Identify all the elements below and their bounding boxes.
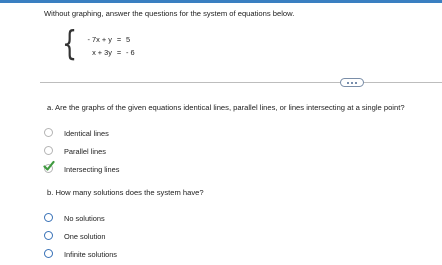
radio-button[interactable] xyxy=(44,249,53,258)
problem-prompt: Without graphing, answer the questions for the system of equations below. xyxy=(44,9,295,18)
ellipsis-dot-icon xyxy=(347,82,349,84)
equation-1-lhs: - 7x + y xyxy=(87,35,112,44)
section-divider xyxy=(40,82,442,83)
equation-2-lhs: x + 3y xyxy=(92,48,112,57)
radio-button[interactable] xyxy=(44,231,53,240)
question-b: b. How many solutions does the system have? xyxy=(47,188,204,197)
top-accent-bar xyxy=(0,0,442,3)
equation-1-rhs: 5 xyxy=(126,35,131,44)
option-label: No solutions xyxy=(64,214,105,223)
ellipsis-dot-icon xyxy=(351,82,353,84)
option-label: Infinite solutions xyxy=(64,250,117,259)
equation-2-rhs: - 6 xyxy=(126,48,135,57)
equation-2-equals: = xyxy=(116,48,122,57)
option-label: Identical lines xyxy=(64,129,109,138)
question-a: a. Are the graphs of the given equations identical lines, parallel lines, or lines intersecting at a single point? xyxy=(47,103,405,112)
option-label: Parallel lines xyxy=(64,147,106,156)
radio-button[interactable] xyxy=(44,128,53,137)
ellipsis-dot-icon xyxy=(355,82,357,84)
radio-button[interactable] xyxy=(44,213,53,222)
radio-button[interactable] xyxy=(44,146,53,155)
checkmark-icon xyxy=(43,160,55,172)
option-label: One solution xyxy=(64,232,106,241)
equation-1-equals: = xyxy=(116,35,122,44)
equation-2 xyxy=(84,48,135,57)
equation-1 xyxy=(84,35,130,44)
more-options-button[interactable] xyxy=(340,78,364,87)
left-brace-icon: { xyxy=(62,24,78,64)
option-label: Intersecting lines xyxy=(64,165,120,174)
equation-system xyxy=(62,24,182,66)
